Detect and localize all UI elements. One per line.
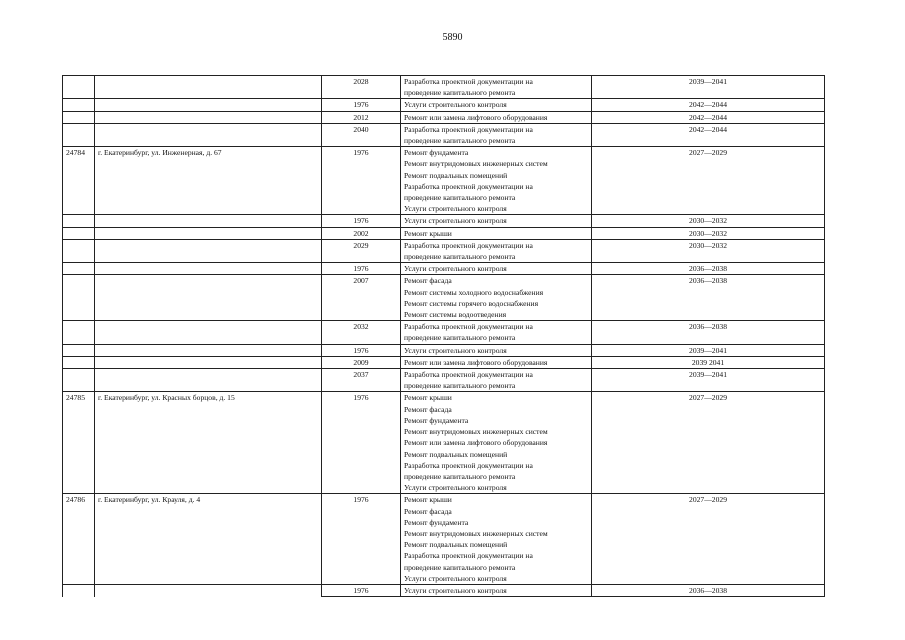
table-row <box>63 123 825 146</box>
work-type-cell <box>401 239 592 262</box>
period-cell: 2027—2029 <box>592 392 825 494</box>
year-cell: 2028 <box>322 76 401 99</box>
year-cell: 1976 <box>322 147 401 215</box>
work-type-item: Ремонт внутридомовых инженерных систем <box>404 528 548 538</box>
year-cell: 2007 <box>322 275 401 321</box>
work-type-item: Разработка проектной документации на <box>404 551 533 561</box>
period-cell: 2039—2041 <box>592 369 825 392</box>
work-type-item: Услуги строительного контроля <box>404 345 507 355</box>
address-cell: г. Екатеринбург, ул. Красных борцов, д. 15 <box>95 392 322 494</box>
work-type-cell <box>401 344 592 356</box>
work-type-cell <box>401 584 592 596</box>
work-type-cell <box>401 392 592 494</box>
period-cell: 2030—2032 <box>592 227 825 239</box>
building-number-cell <box>63 227 95 239</box>
address-cell <box>95 344 322 356</box>
work-type-item: Ремонт или замена лифтового оборудования <box>404 438 548 448</box>
table-row <box>63 321 825 344</box>
year-cell: 2002 <box>322 227 401 239</box>
table-row <box>63 239 825 262</box>
table-row <box>63 111 825 123</box>
work-type-item: Ремонт фундамента <box>404 148 469 158</box>
year-cell: 2037 <box>322 369 401 392</box>
address-cell <box>95 275 322 321</box>
period-cell: 2039—2041 <box>592 344 825 356</box>
work-type-item: проведение капитального ремонта <box>404 333 516 343</box>
period-cell: 2030—2032 <box>592 239 825 262</box>
table-row <box>63 275 825 321</box>
year-cell: 1976 <box>322 494 401 585</box>
building-number-cell: 24785 <box>63 392 95 494</box>
year-cell: 1976 <box>322 584 401 596</box>
work-type-item: Ремонт фундамента <box>404 517 469 527</box>
table-row <box>63 215 825 227</box>
address-cell <box>95 227 322 239</box>
period-cell: 2027—2029 <box>592 494 825 585</box>
work-type-item: проведение капитального ремонта <box>404 136 516 146</box>
building-number-cell <box>63 239 95 262</box>
year-cell: 1976 <box>322 99 401 111</box>
work-type-item: проведение капитального ремонта <box>404 381 516 391</box>
period-cell: 2027—2029 <box>592 147 825 215</box>
work-type-item: Ремонт подвальных помещений <box>404 540 508 550</box>
work-type-item: проведение капитального ремонта <box>404 88 516 98</box>
building-number-cell <box>63 111 95 123</box>
work-type-item: Ремонт или замена лифтового оборудования <box>404 112 548 122</box>
period-cell: 2036—2038 <box>592 263 825 275</box>
work-type-item: Услуги строительного контроля <box>404 216 507 226</box>
address-cell <box>95 215 322 227</box>
work-type-item: проведение капитального ремонта <box>404 471 516 481</box>
work-type-item: Ремонт системы водоотведения <box>404 310 507 320</box>
address-cell <box>95 99 322 111</box>
work-type-item: Ремонт или замена лифтового оборудования <box>404 357 548 367</box>
building-number-cell <box>63 584 95 596</box>
period-cell: 2042—2044 <box>592 111 825 123</box>
building-number-cell <box>63 123 95 146</box>
table-body <box>63 76 825 597</box>
work-type-item: проведение капитального ремонта <box>404 252 516 262</box>
work-type-item: Разработка проектной документации на <box>404 77 533 86</box>
building-number-cell: 24784 <box>63 147 95 215</box>
address-cell <box>95 239 322 262</box>
year-cell: 1976 <box>322 344 401 356</box>
work-type-item: проведение капитального ремонта <box>404 562 516 572</box>
address-cell <box>95 356 322 368</box>
period-cell: 2042—2044 <box>592 99 825 111</box>
work-type-cell <box>401 111 592 123</box>
address-cell <box>95 76 322 99</box>
period-cell: 2039 2041 <box>592 356 825 368</box>
work-type-item: Ремонт внутридомовых инженерных систем <box>404 427 548 437</box>
work-type-item: Ремонт подвальных помещений <box>404 170 508 180</box>
work-type-cell <box>401 369 592 392</box>
work-type-item: Ремонт системы горячего водоснабжения <box>404 298 539 308</box>
work-type-item: Ремонт фасада <box>404 276 452 286</box>
work-type-cell <box>401 147 592 215</box>
table-row <box>63 584 825 596</box>
table-row <box>63 392 825 494</box>
period-cell: 2039—2041 <box>592 76 825 99</box>
year-cell: 2040 <box>322 123 401 146</box>
work-type-item: Ремонт крыши <box>404 228 452 238</box>
table-row <box>63 263 825 275</box>
address-cell <box>95 321 322 344</box>
work-type-item: Услуги строительного контроля <box>404 585 507 595</box>
work-type-cell <box>401 275 592 321</box>
work-type-item: Ремонт крыши <box>404 393 452 403</box>
work-type-item: Ремонт фасада <box>404 506 452 516</box>
year-cell: 2032 <box>322 321 401 344</box>
building-number-cell <box>63 275 95 321</box>
table-row <box>63 76 825 99</box>
period-cell: 2042—2044 <box>592 123 825 146</box>
year-cell: 1976 <box>322 263 401 275</box>
work-type-item: Услуги строительного контроля <box>404 264 507 274</box>
period-cell: 2030—2032 <box>592 215 825 227</box>
work-type-cell <box>401 123 592 146</box>
building-number-cell <box>63 344 95 356</box>
work-type-item: Разработка проектной документации на <box>404 460 533 470</box>
address-cell <box>95 123 322 146</box>
work-type-cell <box>401 76 592 99</box>
work-type-item: Ремонт системы холодного водоснабжения <box>404 287 544 297</box>
work-type-item: Ремонт внутридомовых инженерных систем <box>404 159 548 169</box>
work-type-item: проведение капитального ремонта <box>404 193 516 203</box>
table-row <box>63 344 825 356</box>
work-type-item: Разработка проектной документации на <box>404 124 533 134</box>
building-number-cell <box>63 321 95 344</box>
address-cell <box>95 263 322 275</box>
work-type-item: Разработка проектной документации на <box>404 370 533 380</box>
work-type-item: Разработка проектной документации на <box>404 240 533 250</box>
period-cell: 2036—2038 <box>592 275 825 321</box>
work-type-item: Ремонт фасада <box>404 404 452 414</box>
work-type-item: Ремонт подвальных помещений <box>404 449 508 459</box>
building-number-cell <box>63 99 95 111</box>
work-type-item: Услуги строительного контроля <box>404 483 507 493</box>
work-type-item: Ремонт фундамента <box>404 415 469 425</box>
work-type-item: Услуги строительного контроля <box>404 573 507 583</box>
year-cell: 2009 <box>322 356 401 368</box>
work-type-item: Разработка проектной документации на <box>404 181 533 191</box>
table-row <box>63 227 825 239</box>
year-cell: 2012 <box>322 111 401 123</box>
table-row <box>63 147 825 215</box>
address-cell: г. Екатеринбург, ул. Инженерная, д. 67 <box>95 147 322 215</box>
building-number-cell <box>63 263 95 275</box>
building-number-cell <box>63 76 95 99</box>
work-type-item: Разработка проектной документации на <box>404 322 533 332</box>
period-cell: 2036—2038 <box>592 584 825 596</box>
capital-repair-table <box>62 75 825 597</box>
address-cell: г. Екатеринбург, ул. Крауля, д. 4 <box>95 494 322 585</box>
work-type-cell <box>401 227 592 239</box>
work-type-item: Услуги строительного контроля <box>404 204 507 214</box>
building-number-cell <box>63 356 95 368</box>
work-type-item: Ремонт крыши <box>404 495 452 505</box>
table-row <box>63 356 825 368</box>
table-row <box>63 369 825 392</box>
building-number-cell <box>63 369 95 392</box>
table-row <box>63 494 825 585</box>
building-number-cell: 24786 <box>63 494 95 585</box>
work-type-cell <box>401 263 592 275</box>
address-cell <box>95 111 322 123</box>
address-cell <box>95 369 322 392</box>
table-row <box>63 99 825 111</box>
year-cell: 1976 <box>322 392 401 494</box>
work-type-item: Услуги строительного контроля <box>404 100 507 110</box>
work-type-cell <box>401 321 592 344</box>
period-cell: 2036—2038 <box>592 321 825 344</box>
building-number-cell <box>63 215 95 227</box>
work-type-cell <box>401 99 592 111</box>
work-type-cell <box>401 215 592 227</box>
address-cell <box>95 584 322 596</box>
year-cell: 1976 <box>322 215 401 227</box>
year-cell: 2029 <box>322 239 401 262</box>
work-type-cell <box>401 494 592 585</box>
page-number: 5890 <box>442 32 463 43</box>
work-type-cell <box>401 356 592 368</box>
